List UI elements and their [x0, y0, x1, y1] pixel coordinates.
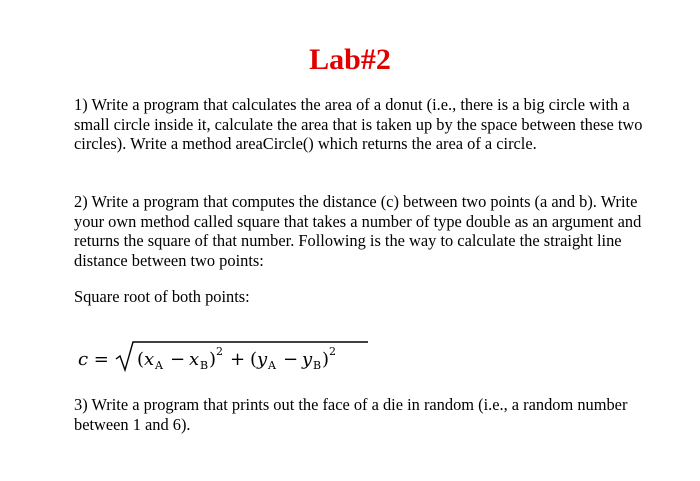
formula-yb-sub: B: [313, 359, 322, 372]
formula-paren-close-2: ): [322, 349, 330, 370]
formula-ya-sub: A: [268, 359, 276, 372]
formula-paren-open-2: (: [250, 349, 258, 370]
formula-yb: y: [302, 349, 313, 370]
formula-xa-sub: A: [155, 359, 163, 372]
page-title: Lab#2: [309, 43, 391, 76]
formula-minus-1: −: [170, 349, 186, 370]
formula-exp-2: 2: [329, 345, 336, 358]
distance-formula-svg: [78, 340, 378, 376]
formula-minus-2: −: [283, 349, 299, 370]
distance-formula: [78, 340, 378, 376]
question-3-text: 3) Write a program that prints out the face of a die in random (i.e., a random number between 1 and 6).: [74, 395, 628, 434]
formula-lhs: c =: [78, 349, 109, 370]
formula-plus: +: [230, 349, 246, 370]
formula-paren-open-1: (: [137, 349, 145, 370]
formula-xa: x: [144, 349, 155, 370]
formula-paren-close-1: ): [209, 349, 217, 370]
formula-exp-1: 2: [216, 345, 223, 358]
formula-ya: y: [257, 349, 268, 370]
question-1-text: 1) Write a program that calculates the area of a donut (i.e., there is a big circle with a small circle inside it, calculate the area that is taken up by the space between these two circles). Write a method areaCircle() which returns the area of a circle.: [74, 95, 643, 153]
question-2-subtext: Square root of both points:: [74, 287, 250, 306]
question-2-text: 2) Write a program that computes the distance (c) between two points (a and b). Write your own method called square that takes a number of type double as an argument and returns the square of that number. Following is the way to calculate the straight line distance between two points:: [74, 192, 642, 270]
formula-xb-sub: B: [200, 359, 209, 372]
formula-xb: x: [189, 349, 200, 370]
